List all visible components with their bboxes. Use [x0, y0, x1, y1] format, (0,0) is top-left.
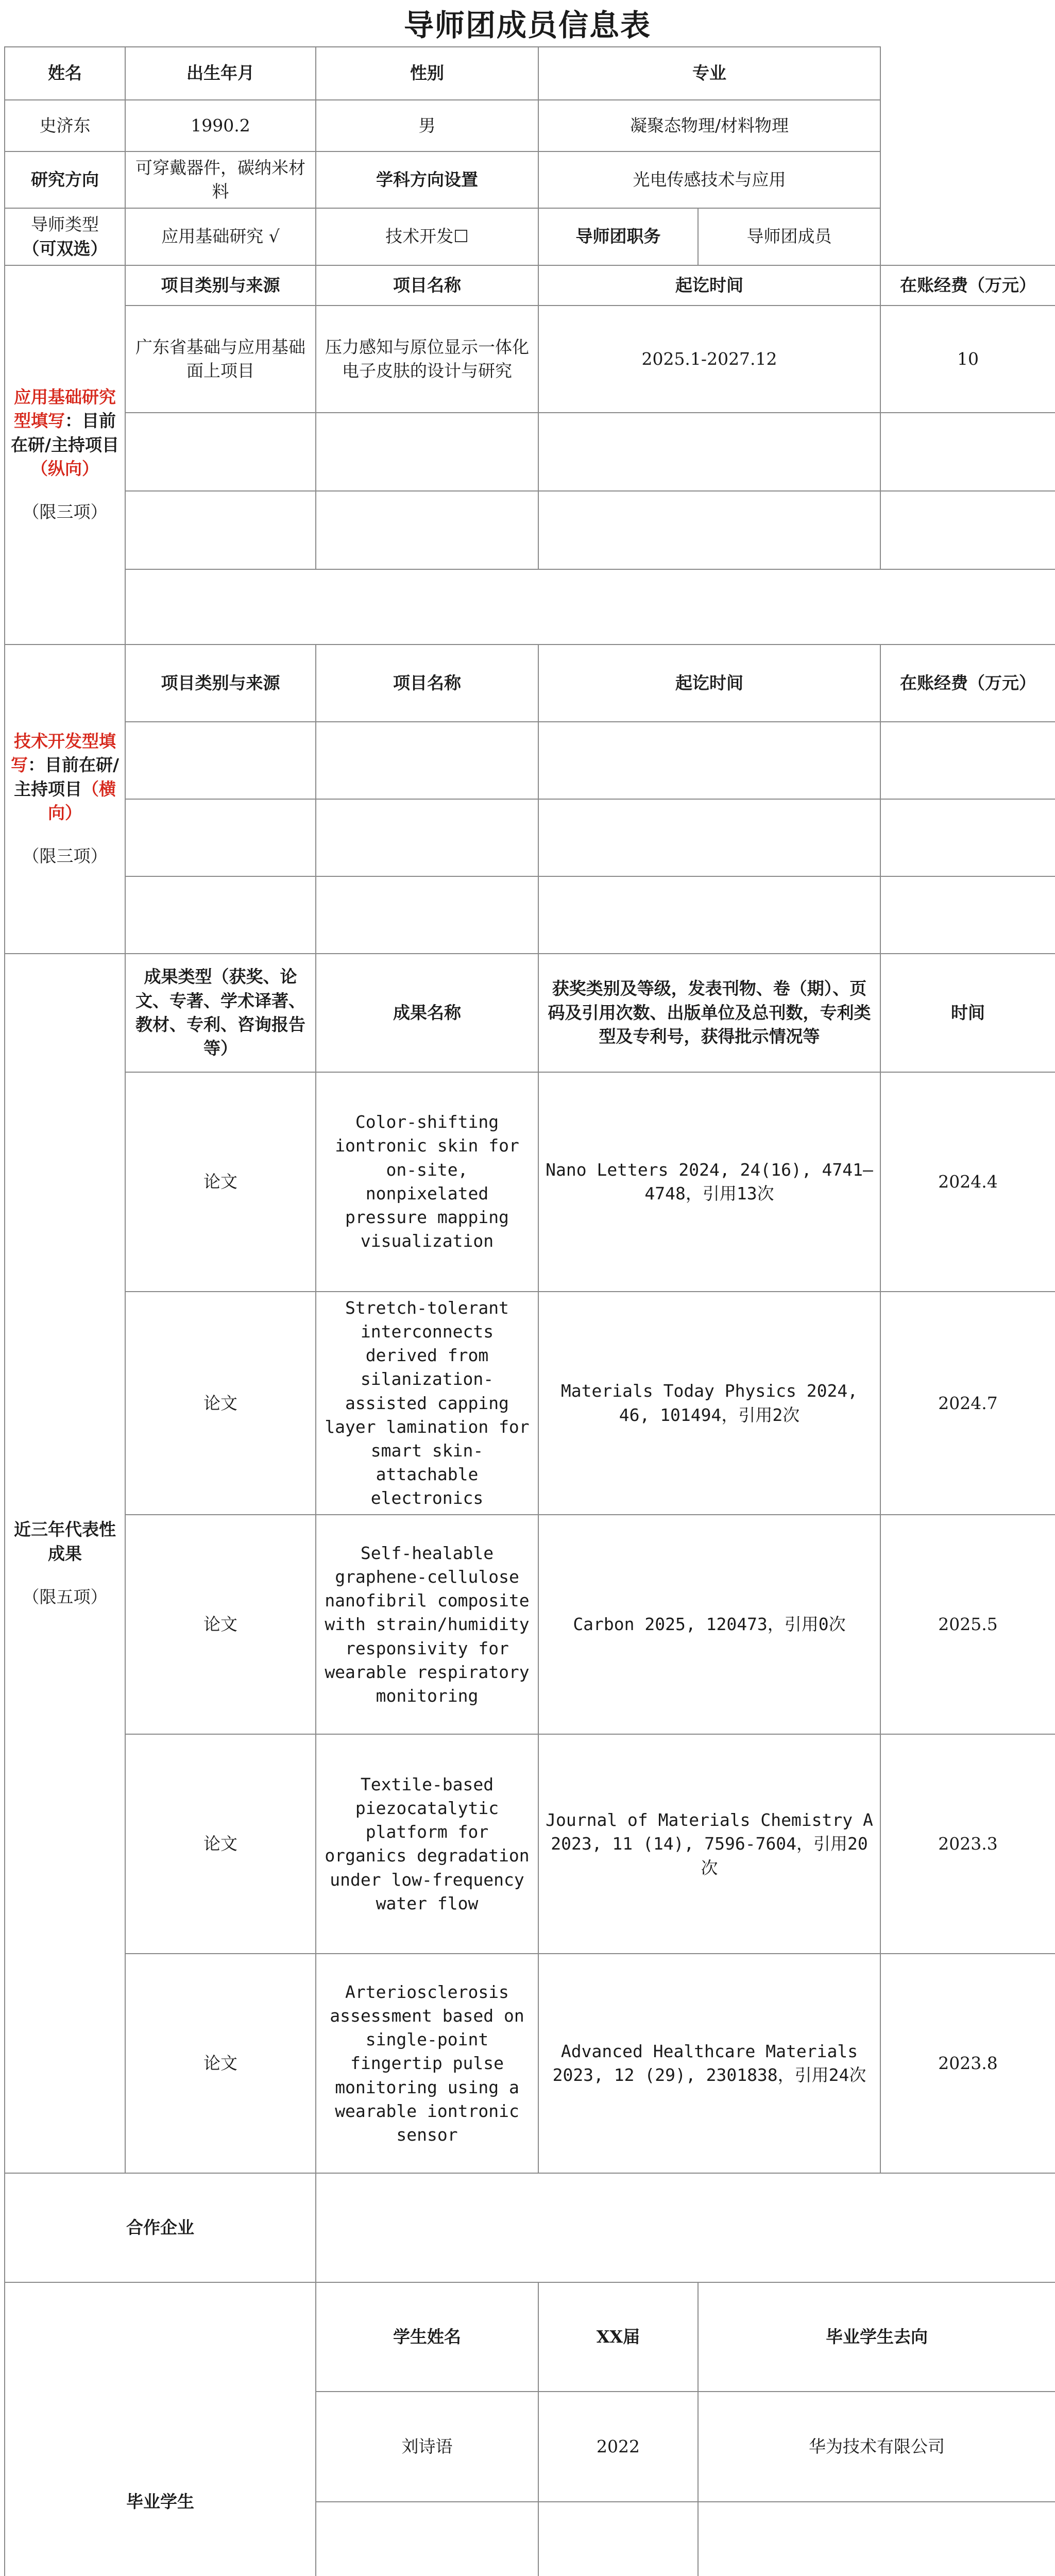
achievement-type: 论文 [125, 1515, 316, 1734]
research-value: 可穿戴器件，碳纳米材料 [125, 151, 316, 208]
basic-project-h-fund: 在账经费（万元） [880, 265, 1055, 306]
achievement-time: 2023.8 [880, 1954, 1055, 2173]
partner-row [5, 2173, 1055, 2282]
achievement-time: 2024.7 [880, 1292, 1055, 1515]
achievement-name: Color-shifting iontronic skin for on-site, nonpixelated pressure mapping visualization [316, 1072, 538, 1292]
achievement-row [5, 1072, 1055, 1292]
page-title: 导师团成员信息表 [403, 8, 651, 43]
graduate-name: 刘诗语 [316, 2392, 538, 2502]
dev-project-empty-row [5, 722, 1055, 799]
achievement-limit: （限五项） [22, 1586, 108, 1607]
role-header: 导师团职务 [538, 208, 698, 265]
basic-project-label [5, 265, 125, 645]
achievement-time: 2024.4 [880, 1072, 1055, 1292]
blank-cell [880, 151, 1055, 208]
name-value: 史济东 [5, 100, 125, 151]
basic-project-label-mid: ：目前在研/主持项目 [10, 411, 120, 455]
achievement-h-name: 成果名称 [316, 954, 538, 1072]
research-header: 研究方向 [5, 151, 125, 208]
dev-project-h-period: 起讫时间 [538, 645, 880, 722]
type-row [5, 208, 1055, 265]
achievement-detail: Materials Today Physics 2024, 46, 101494，引用2次 [538, 1292, 880, 1515]
basic-project-name: 压力感知与原位显示一体化电子皮肤的设计与研究 [316, 306, 538, 413]
dev-project-header-row [5, 645, 1055, 722]
role-value: 导师团成员 [698, 208, 880, 265]
basic-project-source: 广东省基础与应用基础面上项目 [125, 306, 316, 413]
achievement-name: Textile-based piezocatalytic platform for organics degradation under low-frequency water flow [316, 1734, 538, 1954]
research-row [5, 151, 1055, 208]
achievement-detail: Advanced Healthcare Materials 2023, 12 (29), 2301838，引用24次 [538, 1954, 880, 2173]
gender-header: 性别 [316, 47, 538, 100]
basic-value-row [5, 100, 1055, 151]
achievement-header-row [5, 954, 1055, 1072]
type-header-label: 导师类型 [31, 214, 99, 235]
graduate-h-year: XX届 [538, 2282, 698, 2392]
birth-header: 出生年月 [125, 47, 316, 100]
achievement-name: Self-healable graphene-cellulose nanofibril composite with strain/humidity responsivity for wearable respiratory monitoring [316, 1515, 538, 1734]
graduate-header-row [5, 2282, 1055, 2392]
achievement-row [5, 1292, 1055, 1515]
dev-project-label-red: 技术开发型填写 [10, 731, 116, 775]
partner-value [316, 2173, 1055, 2282]
partner-label: 合作企业 [5, 2173, 316, 2282]
basic-project-header-row [5, 265, 1055, 306]
major-value: 凝聚态物理/材料物理 [538, 100, 880, 151]
achievement-time: 2023.3 [880, 1734, 1055, 1954]
achievement-row [5, 1734, 1055, 1954]
basic-project-h-name: 项目名称 [316, 265, 538, 306]
basic-project-h-source: 项目类别与来源 [125, 265, 316, 306]
achievement-name: Arteriosclerosis assessment based on single‐point fingertip pulse monitoring using a wearable iontronic sensor [316, 1954, 538, 2173]
type-basic-option[interactable]: 应用基础研究 √ [125, 208, 316, 265]
blank-cell [880, 100, 1055, 151]
achievement-row [5, 1954, 1055, 2173]
achievement-type: 论文 [125, 1734, 316, 1954]
achievement-detail: Carbon 2025, 120473，引用0次 [538, 1515, 880, 1734]
achievement-h-type: 成果类型（获奖、论文、专著、学术译著、教材、专利、咨询报告等） [125, 954, 316, 1072]
basic-header-row [5, 47, 1055, 100]
dev-project-label [5, 645, 125, 954]
graduate-label: 毕业学生 [5, 2282, 316, 2576]
dev-project-h-source: 项目类别与来源 [125, 645, 316, 722]
blank-cell [880, 208, 1055, 265]
dev-project-limit: （限三项） [22, 846, 108, 867]
discipline-value: 光电传感技术与应用 [538, 151, 880, 208]
graduate-dest: 华为技术有限公司 [698, 2392, 1055, 2502]
dev-project-empty-row [5, 876, 1055, 954]
dev-project-empty-row [5, 799, 1055, 876]
achievement-detail: Journal of Materials Chemistry A 2023, 11 (14), 7596-7604，引用20次 [538, 1734, 880, 1954]
achievement-h-time: 时间 [880, 954, 1055, 1072]
achievement-type: 论文 [125, 1292, 316, 1515]
achievement-label-text: 近三年代表性成果 [14, 1519, 116, 1564]
achievement-row [5, 1515, 1055, 1734]
basic-project-row [5, 306, 1055, 413]
discipline-header: 学科方向设置 [316, 151, 538, 208]
type-dev-option[interactable]: 技术开发☐ [316, 208, 538, 265]
dev-project-label-mid: ：目前在研/主持项目 [14, 755, 120, 799]
basic-project-label-red: 应用基础研究型填写 [14, 387, 116, 431]
basic-project-empty-row [5, 491, 1055, 569]
type-header-note: （可双选） [22, 238, 108, 259]
basic-project-limit: （限三项） [22, 502, 108, 522]
dev-project-h-fund: 在账经费（万元） [880, 645, 1055, 722]
info-table [4, 46, 1055, 2576]
basic-project-fund: 10 [880, 306, 1055, 413]
achievement-type: 论文 [125, 1072, 316, 1292]
graduate-year: 2022 [538, 2392, 698, 2502]
basic-project-empty-row [5, 569, 1055, 645]
birth-value: 1990.2 [125, 100, 316, 151]
gender-value: 男 [316, 100, 538, 151]
dev-project-label-horizontal: （横向） [48, 778, 116, 823]
graduate-h-dest: 毕业学生去向 [698, 2282, 1055, 2392]
achievement-h-detail: 获奖类别及等级，发表刊物、卷（期）、页码及引用次数、出版单位及总刊数，专利类型及专利号，获得批示情况等 [538, 954, 880, 1072]
achievement-name: Stretch-tolerant interconnects derived from silanization-assisted capping layer lamination for smart skin-attachable electronics [316, 1292, 538, 1515]
graduate-h-name: 学生姓名 [316, 2282, 538, 2392]
type-header [5, 208, 125, 265]
achievement-time: 2025.5 [880, 1515, 1055, 1734]
achievement-label [5, 954, 125, 2174]
basic-project-h-period: 起讫时间 [538, 265, 880, 306]
basic-project-period: 2025.1-2027.12 [538, 306, 880, 413]
major-header: 专业 [538, 47, 880, 100]
dev-project-h-name: 项目名称 [316, 645, 538, 722]
blank-cell [880, 47, 1055, 100]
basic-project-empty-row [5, 413, 1055, 491]
achievement-type: 论文 [125, 1954, 316, 2173]
name-header: 姓名 [5, 47, 125, 100]
achievement-detail: Nano Letters 2024, 24(16), 4741–4748，引用13次 [538, 1072, 880, 1292]
basic-project-label-vertical: （纵向） [31, 458, 99, 479]
